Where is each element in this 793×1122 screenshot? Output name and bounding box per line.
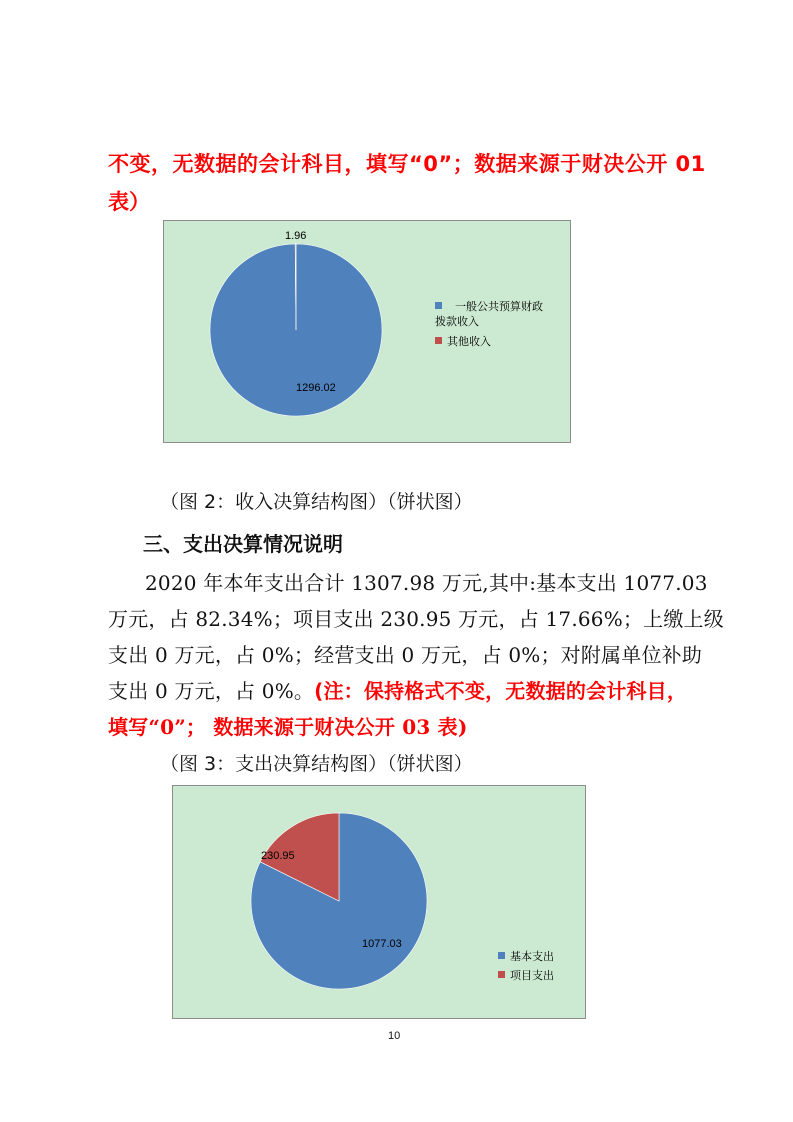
expenditure-pie-svg (173, 786, 585, 1018)
legend-label-project: 项目支出 (510, 970, 554, 982)
paragraph-line-3: 支出 0 万元，占 0%；经营支出 0 万元，占 0%；对附属单位补助 (108, 643, 703, 667)
page-number: 10 (388, 1030, 401, 1042)
income-pie-chart (163, 220, 571, 443)
paragraph-line-1: 2020 年本年支出合计 1307.98 万元,其中:基本支出 1077.03 (145, 571, 708, 595)
legend-swatch-general-budget (435, 302, 442, 309)
legend-label-basic: 基本支出 (510, 951, 554, 963)
income-pie-svg (164, 221, 570, 442)
paragraph-line-4 (108, 675, 687, 704)
red-note-line-2: 表） (108, 190, 150, 214)
red-note-line-1: 不变，无数据的会计科目，填写“0”；数据来源于财决公开 01 (108, 152, 706, 176)
paragraph-line-2: 万元，占 82.34%；项目支出 230.95 万元，占 17.66%；上缴上级 (108, 607, 724, 631)
figure-3-caption: （图 3：支出决算结构图）（饼状图） (160, 753, 473, 775)
red-note-line-5: 填写“0”； 数据来源于财决公开 03 表) (108, 715, 468, 739)
data-label-basic-expenditure: 1077.03 (362, 938, 402, 950)
section-heading: 三、支出决算情况说明 (143, 532, 343, 556)
data-label-other-income: 1.96 (285, 230, 307, 242)
data-label-project-expenditure: 230.95 (261, 850, 295, 862)
red-note-inline: (注：保持格式不变，无数据的会计科目， (314, 679, 688, 703)
legend-label-general-budget-1: 一般公共预算财政 (455, 301, 543, 313)
legend-swatch-other-income (435, 337, 442, 344)
expenditure-pie-chart (172, 785, 586, 1019)
paragraph-line-4-text: 支出 0 万元，占 0%。 (108, 679, 315, 703)
data-label-general-budget: 1296.02 (296, 382, 336, 394)
legend-swatch-basic (498, 952, 505, 959)
figure-2-caption: （图 2：收入决算结构图）（饼状图） (160, 491, 473, 513)
legend-label-general-budget-2: 拨款收入 (435, 316, 479, 328)
legend-label-other-income: 其他收入 (447, 336, 491, 348)
legend-swatch-project (498, 971, 505, 978)
